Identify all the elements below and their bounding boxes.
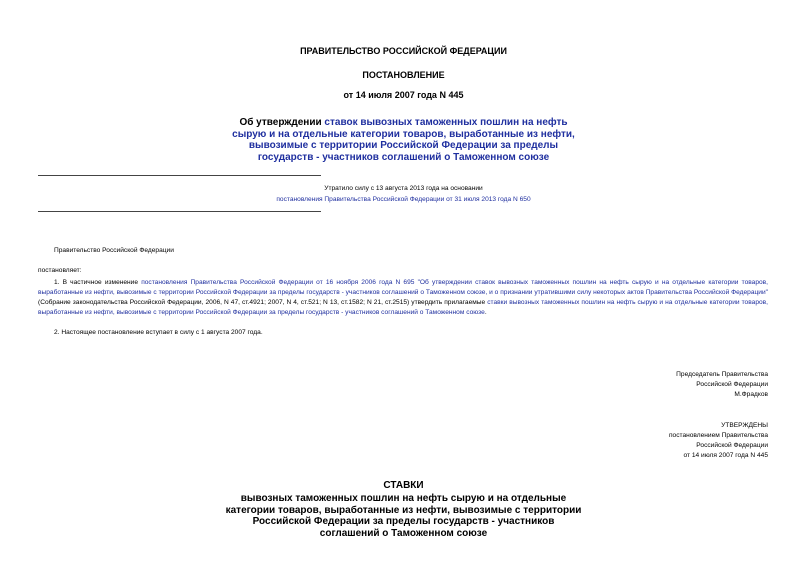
signature-block	[508, 370, 768, 400]
approval-line-4: от 14 июля 2007 года N 445	[683, 452, 768, 459]
annex-line-1: вывозных таможенных пошлин на нефть сырую и на отдельные	[240, 493, 567, 504]
approval-line-2: постановлением Правительства	[668, 432, 768, 439]
annex-title	[0, 493, 807, 539]
document-title	[0, 117, 807, 163]
title-link-line-4[interactable]: государств - участников соглашений о Таможенном союзе	[257, 151, 550, 163]
title-link-line-1[interactable]: ставок вывозных таможенных пошлин на нефть	[324, 117, 568, 128]
date-number: от 14 июля 2007 года N 445	[343, 90, 464, 100]
annex-heading: СТАВКИ	[383, 480, 424, 491]
annex-line-2: категории товаров, выработанные из нефти, вывозимые с территории	[225, 504, 582, 516]
government-line: Правительство Российской Федерации	[54, 247, 174, 254]
divider-bottom	[38, 211, 321, 212]
approval-line-3: Российской Федерации	[696, 442, 768, 449]
signature-line-2: Российской Федерации	[696, 381, 768, 388]
government-heading: ПРАВИТЕЛЬСТВО РОССИЙСКОЙ ФЕДЕРАЦИИ	[300, 46, 507, 56]
title-prefix: Об утверждении	[239, 117, 325, 128]
approval-line-1: УТВЕРЖДЕНЫ	[721, 422, 768, 429]
divider-top	[38, 175, 321, 176]
decrees-line: постановляет:	[38, 267, 82, 274]
paragraph-1	[38, 278, 768, 318]
p1-decree-link[interactable]: постановления Правительства Российской Федерации от 16 ноября 2006 года N 695 "Об утверждении ставок вывозных таможенных пошлин на нефть сырую и на отдельные категории товаров, выработанные из нефти, вывозимые с территории Российской Федерации за пределы государств - участников соглашений о Таможенном союзе, и о признании утратившими силу некоторых актов Правительства Российской Федерации"	[38, 279, 768, 296]
expired-notice: Утратило силу с 13 августа 2013 года на основании	[324, 185, 483, 192]
title-link-line-3[interactable]: вывозимые с территории Российской Федерации за пределы	[248, 140, 559, 151]
p1-rates-link[interactable]: ставки вывозных таможенных пошлин на нефть сырую и на отдельные категории товаров, выработанные из нефти, вывозимые с территории Российской Федерации за пределы государств - участников соглашений о Таможенном союзе	[38, 299, 768, 316]
signature-line-1: Председатель Правительства	[676, 371, 768, 378]
p1-middle: (Собрание законодательства Российской Федерации, 2006, N 47, ст.4921; 2007, N 4, ст.521; N 13, ст.1582; N 21, ст.2515) утвердить прилагаемые	[38, 299, 488, 306]
p1-start: 1. В частичное изменение	[54, 279, 142, 286]
annex-line-3: Российской Федерации за пределы государств - участников	[252, 516, 555, 527]
annex-line-4: соглашений о Таможенном союзе	[319, 527, 488, 539]
approval-block	[508, 421, 768, 461]
p1-end: .	[484, 309, 487, 316]
paragraph-2: 2. Настоящее постановление вступает в силу с 1 августа 2007 года.	[54, 329, 263, 336]
title-link-line-2[interactable]: сырую и на отдельные категории товаров, выработанные из нефти,	[232, 128, 575, 140]
doc-type-heading: ПОСТАНОВЛЕНИЕ	[362, 70, 445, 80]
signature-line-3: М.Фрадков	[734, 391, 768, 398]
expiry-basis-link[interactable]: постановления Правительства Российской Федерации от 31 июля 2013 года N 650	[276, 196, 531, 203]
